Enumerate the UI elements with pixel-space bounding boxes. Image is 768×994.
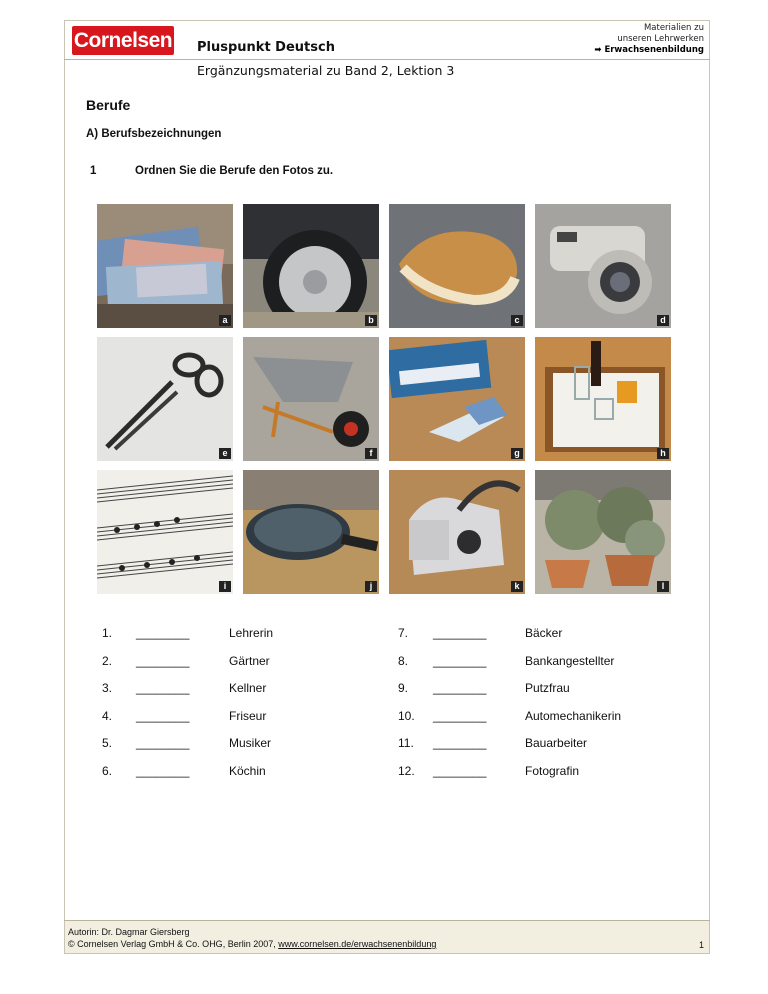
job-label: Kellner: [229, 681, 267, 695]
item-number: 3.: [102, 681, 113, 695]
job-label: Putzfrau: [525, 681, 570, 695]
series-title: Pluspunkt Deutsch: [197, 40, 335, 55]
item-number: 5.: [102, 736, 113, 750]
sheet-music-image: [97, 470, 233, 594]
photo-car-wheel: [243, 204, 379, 328]
photo-sheet-music: [97, 470, 233, 594]
material-note-line-3: [594, 45, 704, 56]
photo-label: e: [219, 448, 231, 459]
photo-frying-pan: [243, 470, 379, 594]
exercise-number: 1: [90, 165, 97, 177]
item-number: 2.: [102, 654, 113, 668]
potted-plants-image: [535, 470, 671, 594]
exercise-instruction: Ordnen Sie die Berufe den Fotos zu.: [135, 165, 334, 177]
publisher-link[interactable]: www.cornelsen.de/erwachsenenbildung: [278, 939, 437, 949]
job-label: Bäcker: [525, 626, 563, 640]
photo-label: k: [511, 581, 523, 592]
photo-label: d: [657, 315, 669, 326]
answer-blank[interactable]: ________: [136, 764, 190, 778]
item-number: 8.: [398, 654, 409, 668]
material-note-line-1: Materialien zu: [643, 23, 704, 33]
footer-copyright: [68, 939, 436, 949]
item-number: 1.: [102, 626, 113, 640]
photo-chalk-box: [389, 337, 525, 461]
chalk-box-image: [389, 337, 525, 461]
section-heading: A) Berufsbezeichnungen: [86, 128, 222, 140]
header-rule: [64, 59, 710, 60]
page-subtitle: Ergänzungsmaterial zu Band 2, Lektion 3: [197, 63, 455, 78]
answer-blank[interactable]: ________: [136, 626, 190, 640]
answer-blank[interactable]: ________: [433, 626, 487, 640]
arrow-right-icon: ➡: [594, 45, 602, 55]
photo-euro-banknotes: [97, 204, 233, 328]
scissors-image: [97, 337, 233, 461]
photo-vacuum-cleaner: [389, 470, 525, 594]
photo-label: b: [365, 315, 377, 326]
job-label: Friseur: [229, 709, 267, 723]
vacuum-cleaner-image: [389, 470, 525, 594]
photo-potted-plants: [535, 470, 671, 594]
copyright-text: © Cornelsen Verlag GmbH & Co. OHG, Berlin 2007,: [68, 939, 279, 949]
footer-author: Autorin: Dr. Dagmar Giersberg: [68, 927, 190, 937]
job-label: Lehrerin: [229, 626, 274, 640]
photo-label: f: [365, 448, 377, 459]
photo-label: c: [511, 315, 523, 326]
photo-label: a: [219, 315, 231, 326]
wheelbarrow-image: [243, 337, 379, 461]
photo-label: l: [657, 581, 669, 592]
answer-blank[interactable]: ________: [433, 764, 487, 778]
camera-image: [535, 204, 671, 328]
item-number: 10.: [398, 709, 415, 723]
material-note: [594, 23, 704, 56]
material-note-line-2: unseren Lehrwerken: [617, 34, 704, 44]
footer-rule: [64, 920, 710, 921]
answer-blank[interactable]: ________: [136, 654, 190, 668]
photo-label: h: [657, 448, 669, 459]
item-number: 7.: [398, 626, 409, 640]
photo-scissors: [97, 337, 233, 461]
item-number: 9.: [398, 681, 409, 695]
job-label: Bauarbeiter: [525, 736, 588, 750]
material-note-line-3-text: Erwachsenenbildung: [604, 45, 704, 55]
item-number: 4.: [102, 709, 113, 723]
job-label: Fotografin: [525, 764, 580, 778]
photo-label: g: [511, 448, 523, 459]
item-number: 6.: [102, 764, 113, 778]
photo-label: i: [219, 581, 231, 592]
photo-serving-tray: [535, 337, 671, 461]
answer-blank[interactable]: ________: [136, 709, 190, 723]
answer-blank[interactable]: ________: [433, 709, 487, 723]
car-wheel-image: [243, 204, 379, 328]
photo-label: j: [365, 581, 377, 592]
item-number: 11.: [398, 736, 414, 750]
photo-camera: [535, 204, 671, 328]
job-label: Musiker: [229, 736, 272, 750]
answer-blank[interactable]: ________: [433, 681, 487, 695]
photo-wheelbarrow: [243, 337, 379, 461]
answer-blank[interactable]: ________: [433, 654, 487, 668]
page-number: 1: [698, 940, 704, 950]
item-number: 12.: [398, 764, 415, 778]
job-label: Automechanikerin: [525, 709, 622, 723]
frying-pan-image: [243, 470, 379, 594]
banknotes-image: [97, 204, 233, 328]
answer-blank[interactable]: ________: [136, 681, 190, 695]
job-label: Köchin: [229, 764, 266, 778]
bread-image: [389, 204, 525, 328]
job-label: Gärtner: [229, 654, 270, 668]
cornelsen-logo: Cornelsen: [72, 26, 174, 55]
topic-heading: Berufe: [86, 97, 131, 113]
answer-blank[interactable]: ________: [136, 736, 190, 750]
answer-blank[interactable]: ________: [433, 736, 487, 750]
serving-tray-image: [535, 337, 671, 461]
job-label: Bankangestellter: [525, 654, 615, 668]
photo-grid: [97, 204, 670, 595]
photo-bread: [389, 204, 525, 328]
